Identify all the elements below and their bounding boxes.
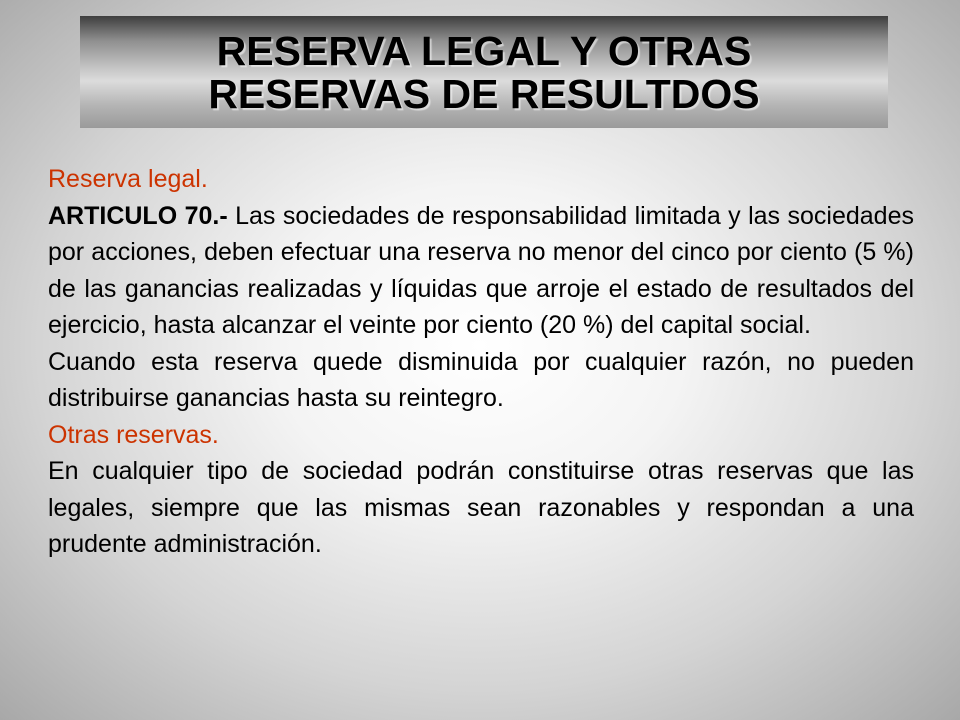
article-paragraph	[48, 198, 914, 344]
article-text: Las sociedades de responsabilidad limitada y las sociedades por acciones, deben efectuar una reserva no menor del cinco por ciento (5 %) de las ganancias realizadas y líquidas que arroje el estado de resultados del ejercicio, hasta alcanzar el veinte por ciento (20 %) del capital social.	[48, 201, 914, 339]
reduction-paragraph: Cuando esta reserva quede disminuida por cualquier razón, no pueden distribuirse ganancias hasta su reintegro.	[48, 347, 914, 412]
title-banner	[80, 16, 888, 128]
slide-body	[48, 161, 914, 563]
heading-otras-reservas: Otras reservas.	[48, 420, 219, 449]
other-reserves-paragraph: En cualquier tipo de sociedad podrán constituirse otras reservas que las legales, siempre que las mismas sean razonables y respondan a una prudente administración.	[48, 457, 914, 558]
slide-title-line-1: RESERVA LEGAL Y OTRAS	[216, 28, 752, 74]
heading-reserva-legal: Reserva legal.	[48, 165, 208, 193]
article-lead: ARTICULO 70.-	[48, 201, 228, 230]
slide-title-line-2: RESERVAS DE RESULTDOS	[208, 71, 760, 117]
